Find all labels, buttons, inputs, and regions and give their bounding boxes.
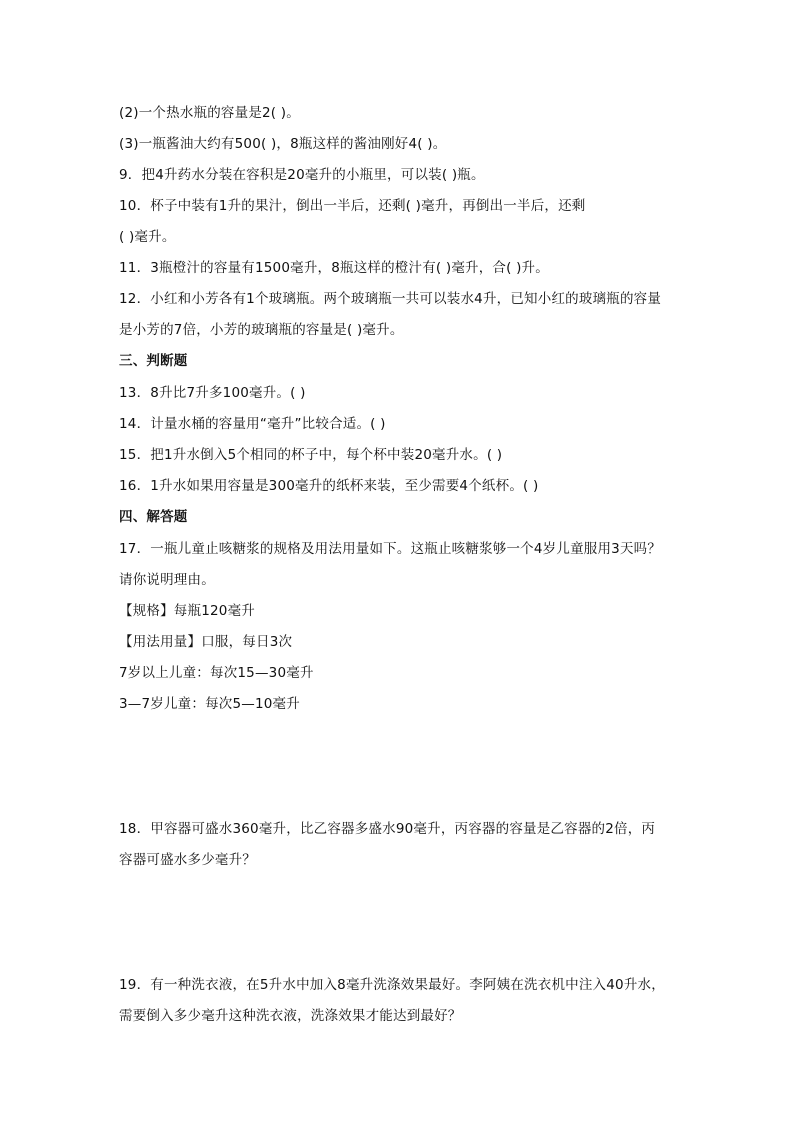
- question-14: 14．计量水桶的容量用“毫升”比较合适。( ): [119, 416, 386, 432]
- question-17-dose-over-7: 7岁以上儿童：每次15—30毫升: [119, 665, 314, 681]
- question-10-line-1: 10．杯子中装有1升的果汁，倒出一半后，还剩( )毫升，再倒出一半后，还剩: [119, 198, 586, 214]
- question-18-line-2: 容器可盛水多少毫升？: [119, 852, 256, 868]
- question-19-line-1: 19．有一种洗衣液，在5升水中加入8毫升洗涤效果最好。李阿姨在洗衣机中注入40升水，: [119, 977, 665, 993]
- question-11: 11．3瓶橙汁的容量有1500毫升，8瓶这样的橙汁有( )毫升，合( )升。: [119, 260, 549, 276]
- question-8-3: (3)一瓶酱油大约有500( )，8瓶这样的酱油刚好4( )。: [119, 136, 447, 152]
- section-3-heading: 三、判断题: [119, 353, 188, 369]
- question-9: 9．把4升药水分装在容积是20毫升的小瓶里，可以装( )瓶。: [119, 167, 485, 183]
- question-17-spec: 【规格】每瓶120毫升: [119, 603, 255, 619]
- question-12-line-2: 是小芳的7倍，小芳的玻璃瓶的容量是( )毫升。: [119, 322, 404, 338]
- question-18-line-1: 18．甲容器可盛水360毫升，比乙容器多盛水90毫升，丙容器的容量是乙容器的2倍，丙: [119, 821, 656, 837]
- question-17-dose-3-7: 3—7岁儿童：每次5—10毫升: [119, 696, 300, 712]
- question-17-usage: 【用法用量】口服，每日3次: [119, 634, 293, 650]
- section-4-heading: 四、解答题: [119, 509, 188, 525]
- question-12-line-1: 12．小红和小芳各有1个玻璃瓶。两个玻璃瓶一共可以装水4升，已知小红的玻璃瓶的容量: [119, 291, 662, 307]
- question-16: 16．1升水如果用容量是300毫升的纸杯来装，至少需要4个纸杯。( ): [119, 478, 539, 494]
- question-17-line-1: 17．一瓶儿童止咳糖浆的规格及用法用量如下。这瓶止咳糖浆够一个4岁儿童服用3天吗？: [119, 541, 662, 557]
- question-10-line-2: ( )毫升。: [119, 229, 176, 245]
- question-17-line-2: 请你说明理由。: [119, 572, 215, 588]
- question-19-line-2: 需要倒入多少毫升这种洗衣液，洗涤效果才能达到最好？: [119, 1008, 462, 1024]
- question-15: 15．把1升水倒入5个相同的杯子中，每个杯中装20毫升水。( ): [119, 447, 503, 463]
- question-8-2: (2)一个热水瓶的容量是2( )。: [119, 105, 300, 121]
- question-13: 13．8升比7升多100毫升。( ): [119, 385, 306, 401]
